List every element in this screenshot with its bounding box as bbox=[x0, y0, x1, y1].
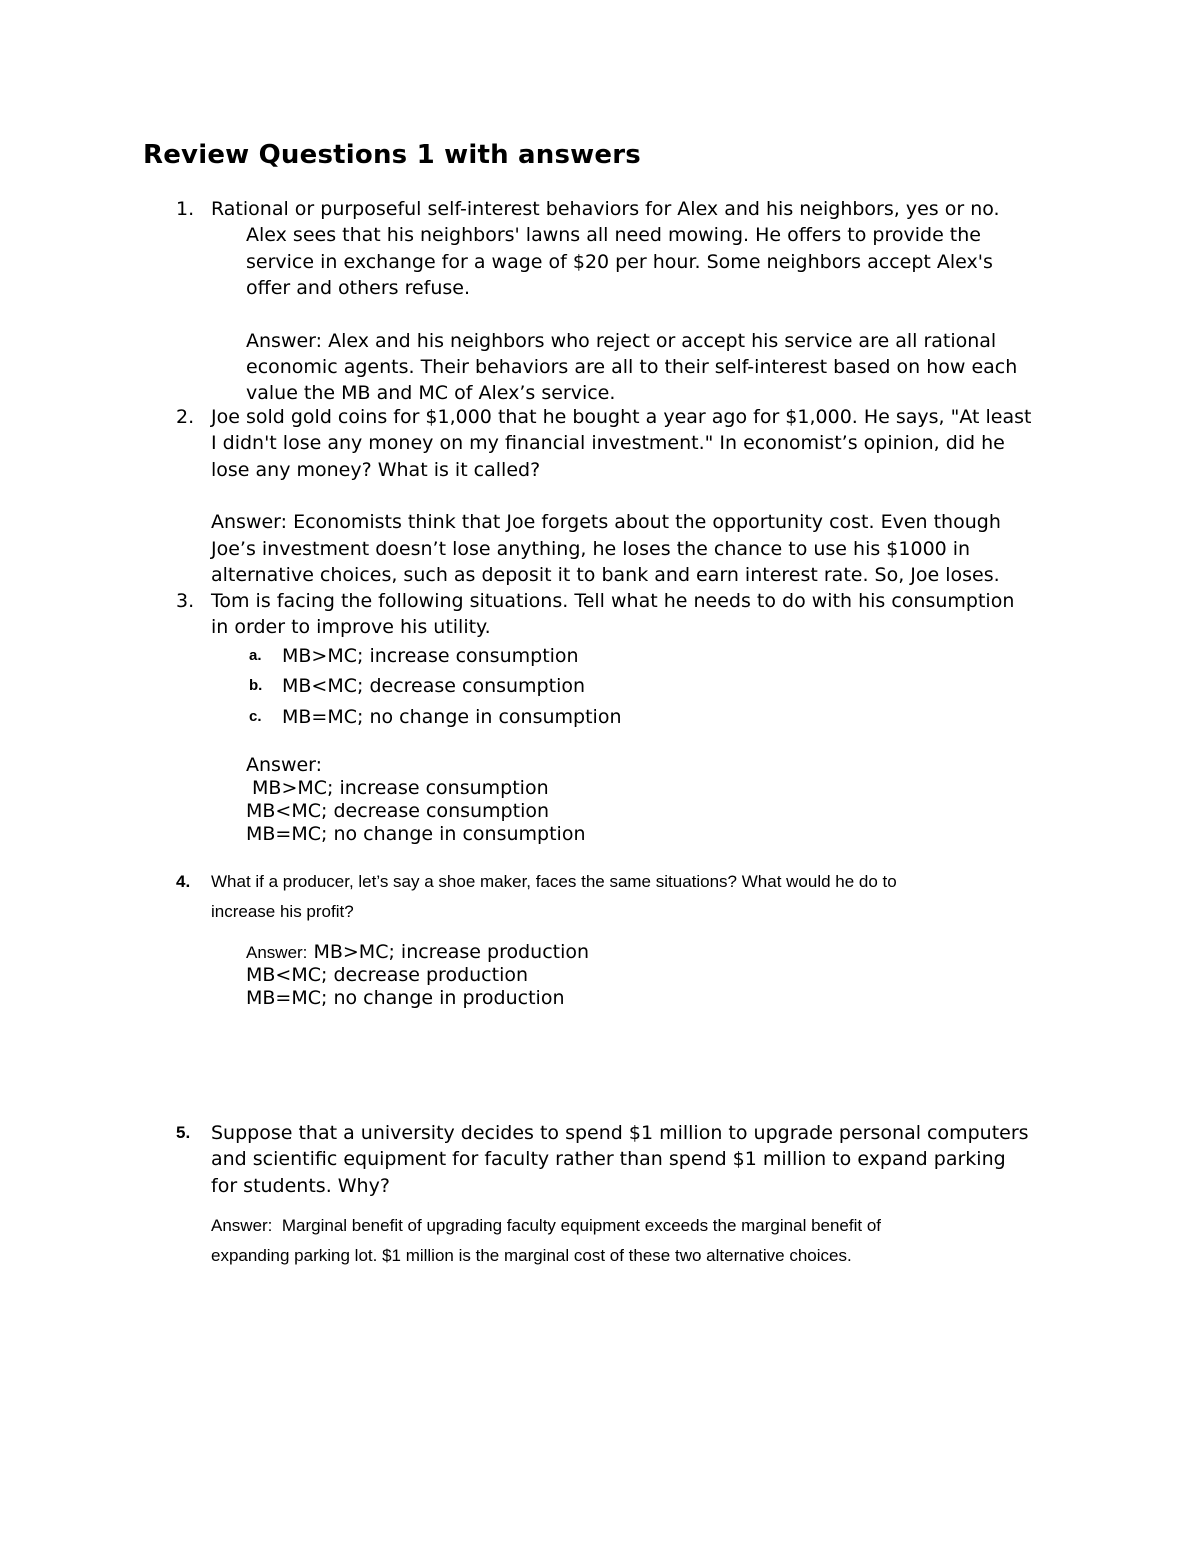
answer-line-first bbox=[211, 941, 1071, 964]
answer-line: economic agents. Their behaviors are all to their self-interest based on how each bbox=[246, 356, 1018, 379]
question-number: 3. bbox=[176, 590, 195, 612]
question-number: 4. bbox=[176, 872, 191, 891]
answer-line: MB=MC; no change in production bbox=[246, 987, 565, 1009]
answer-line: MB<MC; decrease consumption bbox=[246, 800, 550, 823]
option-item bbox=[211, 641, 1071, 672]
question-prompt-line: and scientific equipment for faculty rather than spend $1 million to expand parking bbox=[211, 1148, 1006, 1171]
option-text: MB>MC; increase consumption bbox=[282, 644, 579, 667]
question-prompt-line: Suppose that a university decides to spend $1 million to upgrade personal computers bbox=[211, 1122, 1029, 1144]
question-body bbox=[211, 588, 1071, 846]
scenario-line: Alex sees that his neighbors' lawns all need mowing. He offers to provide the bbox=[246, 224, 981, 247]
question-prompt-line: I didn't lose any money on my financial investment." In economist’s opinion, did he bbox=[211, 432, 1005, 455]
option-item bbox=[211, 702, 1071, 733]
option-letter: c. bbox=[249, 707, 262, 725]
option-text: MB<MC; decrease consumption bbox=[282, 675, 586, 698]
question-prompt-line: in order to improve his utility. bbox=[211, 616, 491, 639]
answer-line: Joe’s investment doesn’t lose anything, he loses the chance to use his $1000 in bbox=[211, 537, 971, 560]
question-body bbox=[211, 1120, 1071, 1271]
question-prompt-line: What if a producer, let’s say a shoe maker, faces the same situations? What would he do to bbox=[211, 872, 897, 891]
question-body bbox=[211, 867, 1071, 1010]
question-body bbox=[211, 196, 1071, 407]
answer-line: expanding parking lot. $1 million is the marginal cost of these two alternative choices. bbox=[211, 1246, 852, 1266]
option-text: MB=MC; no change in consumption bbox=[282, 705, 622, 728]
answer-text: MB>MC; increase production bbox=[307, 941, 590, 963]
answer-line: value the MB and MC of Alex’s service. bbox=[246, 382, 616, 405]
question-prompt-line: for students. Why? bbox=[211, 1174, 390, 1197]
question-number: 5. bbox=[176, 1123, 191, 1142]
option-letter: b. bbox=[249, 677, 263, 695]
answer-line: MB=MC; no change in consumption bbox=[246, 823, 586, 846]
answer-label: Answer: bbox=[246, 943, 308, 962]
answer-line: Answer: Alex and his neighbors who reject or accept his service are all rational bbox=[246, 329, 997, 352]
option-letter: a. bbox=[249, 646, 262, 664]
question-number: 1. bbox=[176, 198, 195, 220]
answer-line: MB>MC; increase consumption bbox=[246, 777, 549, 800]
answer-line: Answer: Marginal benefit of upgrading faculty equipment exceeds the marginal benefit of bbox=[211, 1216, 882, 1236]
answer-line: alternative choices, such as deposit it to bank and earn interest rate. So, Joe loses. bbox=[211, 564, 1000, 587]
page-title: Review Questions 1 with answers bbox=[143, 140, 641, 170]
answer-label: Answer: bbox=[246, 754, 323, 777]
scenario-line: service in exchange for a wage of $20 per hour. Some neighbors accept Alex's bbox=[246, 250, 993, 273]
option-item bbox=[211, 671, 1071, 702]
question-prompt-line: Joe sold gold coins for $1,000 that he bought a year ago for $1,000. He says, "At least bbox=[211, 406, 1032, 428]
question-prompt-line: Tom is facing the following situations. Tell what he needs to do with his consumption bbox=[211, 590, 1015, 612]
question-prompt-line: lose any money? What is it called? bbox=[211, 458, 541, 481]
answer-line: MB<MC; decrease production bbox=[246, 964, 529, 986]
question-prompt-line: increase his profit? bbox=[211, 902, 354, 921]
question-prompt: Rational or purposeful self-interest behaviors for Alex and his neighbors, yes or no. bbox=[211, 198, 1000, 220]
answer-line: Answer: Economists think that Joe forgets about the opportunity cost. Even though bbox=[211, 511, 1001, 534]
question-body bbox=[211, 404, 1071, 588]
scenario-line: offer and others refuse. bbox=[246, 277, 471, 300]
question-number: 2. bbox=[176, 406, 195, 428]
